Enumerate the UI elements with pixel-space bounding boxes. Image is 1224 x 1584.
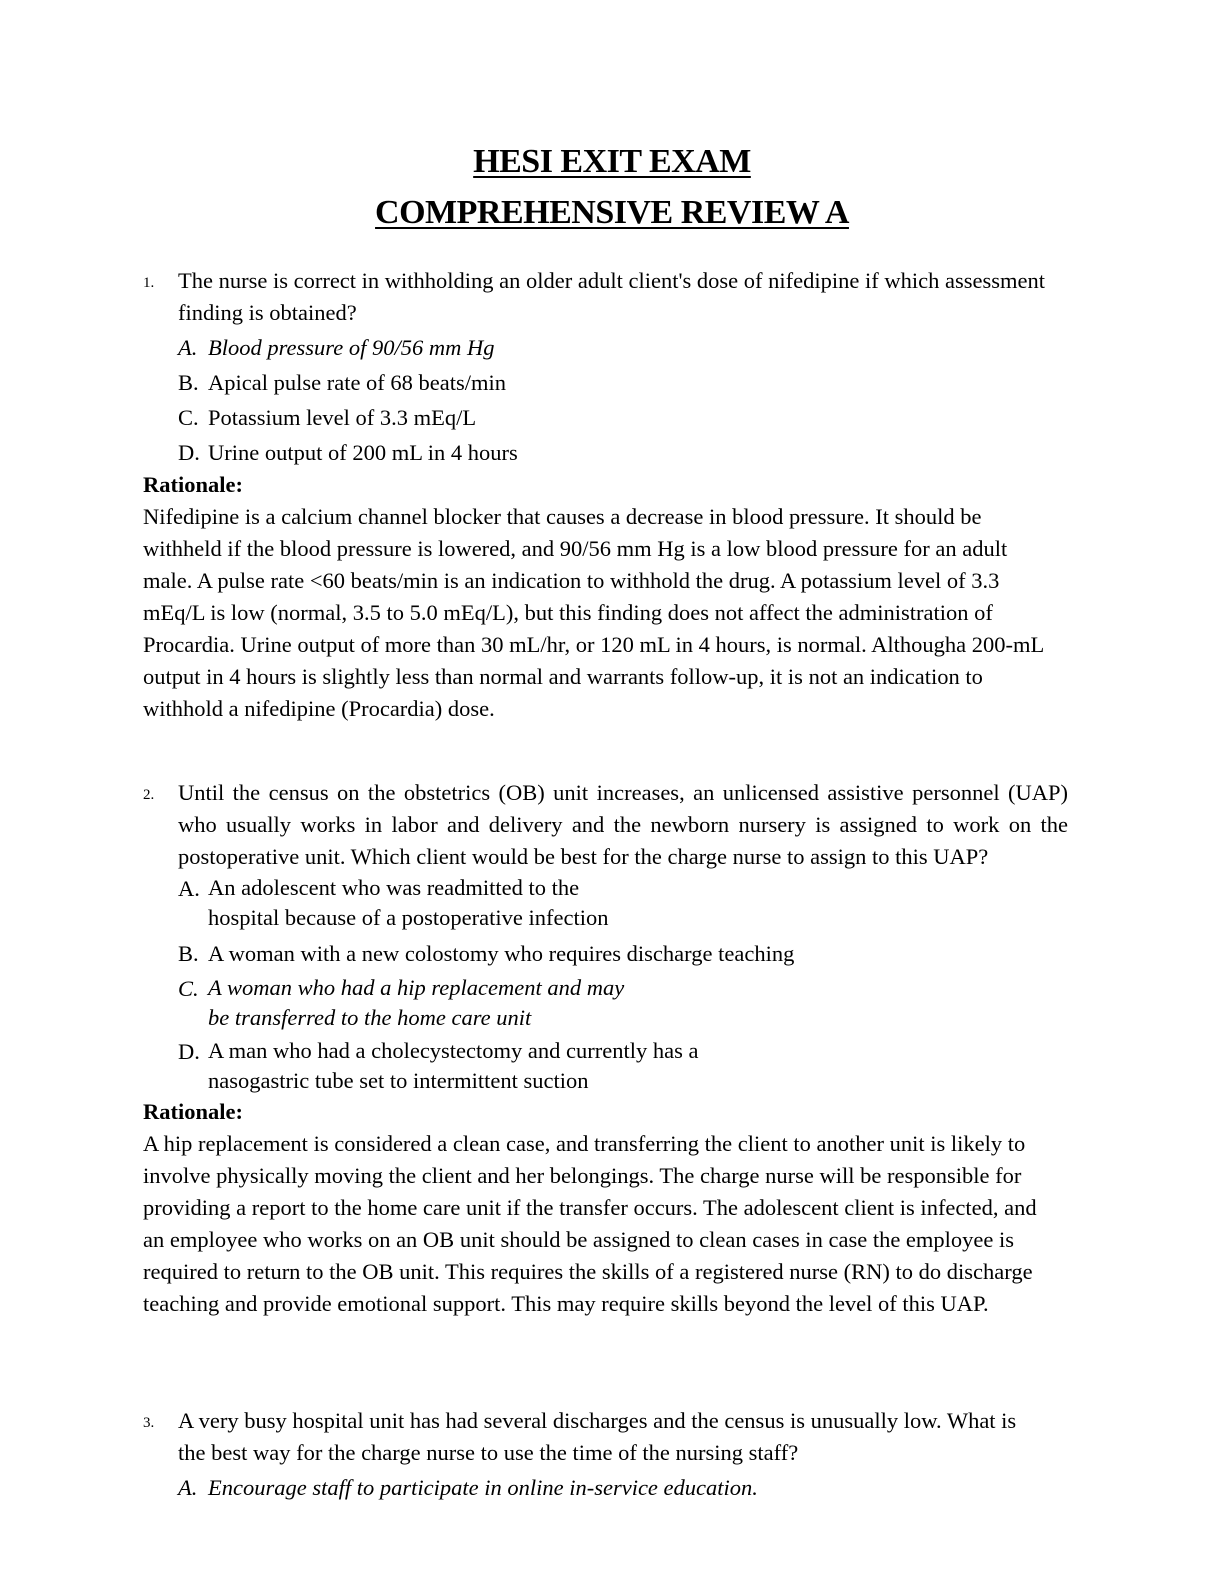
question-number: 3.: [143, 1415, 155, 1431]
option-d: [143, 437, 1068, 469]
option-text: Urine output of 200 mL in 4 hours: [208, 440, 518, 465]
option-d: [143, 1036, 1068, 1096]
question-3: [143, 1405, 1068, 1504]
option-letter: B.: [178, 941, 199, 966]
option-text: A woman who had a hip replacement and may be transferred to the home care unit: [208, 975, 625, 1030]
option-text: Encourage staff to participate in online in-service education.: [208, 1475, 758, 1500]
option-text: Blood pressure of 90/56 mm Hg: [208, 335, 495, 360]
option-letter: C.: [178, 405, 199, 430]
option-text: Apical pulse rate of 68 beats/min: [208, 370, 507, 395]
option-letter: D.: [178, 440, 200, 465]
option-c-correct: [143, 973, 1068, 1033]
question-number: 2.: [143, 787, 155, 803]
question-2: [143, 777, 1068, 1320]
option-text: A woman with a new colostomy who requires discharge teaching: [208, 941, 795, 966]
rationale-heading: Rationale:: [143, 1099, 243, 1124]
rationale-text: Nifedipine is a calcium channel blocker that causes a decrease in blood pressure. It should be withheld if the blood pressure is lowered, and 90/56 mm Hg is a low blood pressure for an adult male. A pulse rate <60 beats/min is an indication to withhold the drug. A potassium level of 3.3 mEq/L is low (normal, 3.5 to 5.0 mEq/L), but this finding does not affect the administration of Procardia. Urine output of more than 30 mL/hr, or 120 mL in 4 hours, is normal. Althougha 200-mL output in 4 hours is slightly less than normal and warrants follow-up, it is not an indication to withhold a nifedipine (Procardia) dose.: [143, 504, 1044, 721]
option-text: An adolescent who was readmitted to the hospital because of a postoperative infection: [208, 875, 609, 930]
rationale-text: A hip replacement is considered a clean case, and transferring the client to another unit is likely to involve physically moving the client and her belongings. The charge nurse will be responsible for providing a report to the home care unit if the transfer occurs. The adolescent client is infected, and an employee who works on an OB unit should be assigned to clean cases in case the employee is required to return to the OB unit. This requires the skills of a registered nurse (RN) to do discharge teaching and provide emotional support. This may require skills beyond the level of this UAP.: [143, 1131, 1037, 1316]
option-letter: A.: [178, 1475, 198, 1500]
option-letter: B.: [178, 370, 199, 395]
question-number: 1.: [143, 275, 155, 291]
document-title-line-1: HESI EXIT EXAM: [473, 143, 751, 180]
option-a: [143, 873, 1068, 933]
option-b: [143, 367, 1068, 399]
option-letter: A.: [178, 335, 198, 360]
option-c: [143, 402, 1068, 434]
option-text: Potassium level of 3.3 mEq/L: [208, 405, 477, 430]
option-a-correct: [143, 332, 1068, 364]
question-stem: A very busy hospital unit has had several discharges and the census is unusually low. What is the best way for the charge nurse to use the time of the nursing staff?: [178, 1408, 1017, 1465]
document-title-line-2: COMPREHENSIVE REVIEW A: [375, 194, 849, 231]
option-b: [143, 938, 1068, 970]
option-text: A man who had a cholecystectomy and currently has a nasogastric tube set to intermittent suction: [208, 1038, 699, 1093]
question-1: [143, 265, 1068, 725]
option-letter: C.: [178, 976, 199, 1001]
option-letter: D.: [178, 1039, 200, 1064]
rationale-heading: Rationale:: [143, 472, 243, 497]
option-letter: A.: [178, 876, 200, 901]
option-a-correct: [143, 1472, 1068, 1504]
question-stem: Until the census on the obstetrics (OB) unit increases, an unlicensed assistive personnel (UAP) who usually works in labor and delivery and the newborn nursery is assigned to work on the postoperative unit. Which client would be best for the charge nurse to assign to this UAP?: [178, 780, 1068, 869]
question-stem: The nurse is correct in withholding an older adult client's dose of nifedipine if which assessment finding is obtained?: [178, 268, 1045, 325]
